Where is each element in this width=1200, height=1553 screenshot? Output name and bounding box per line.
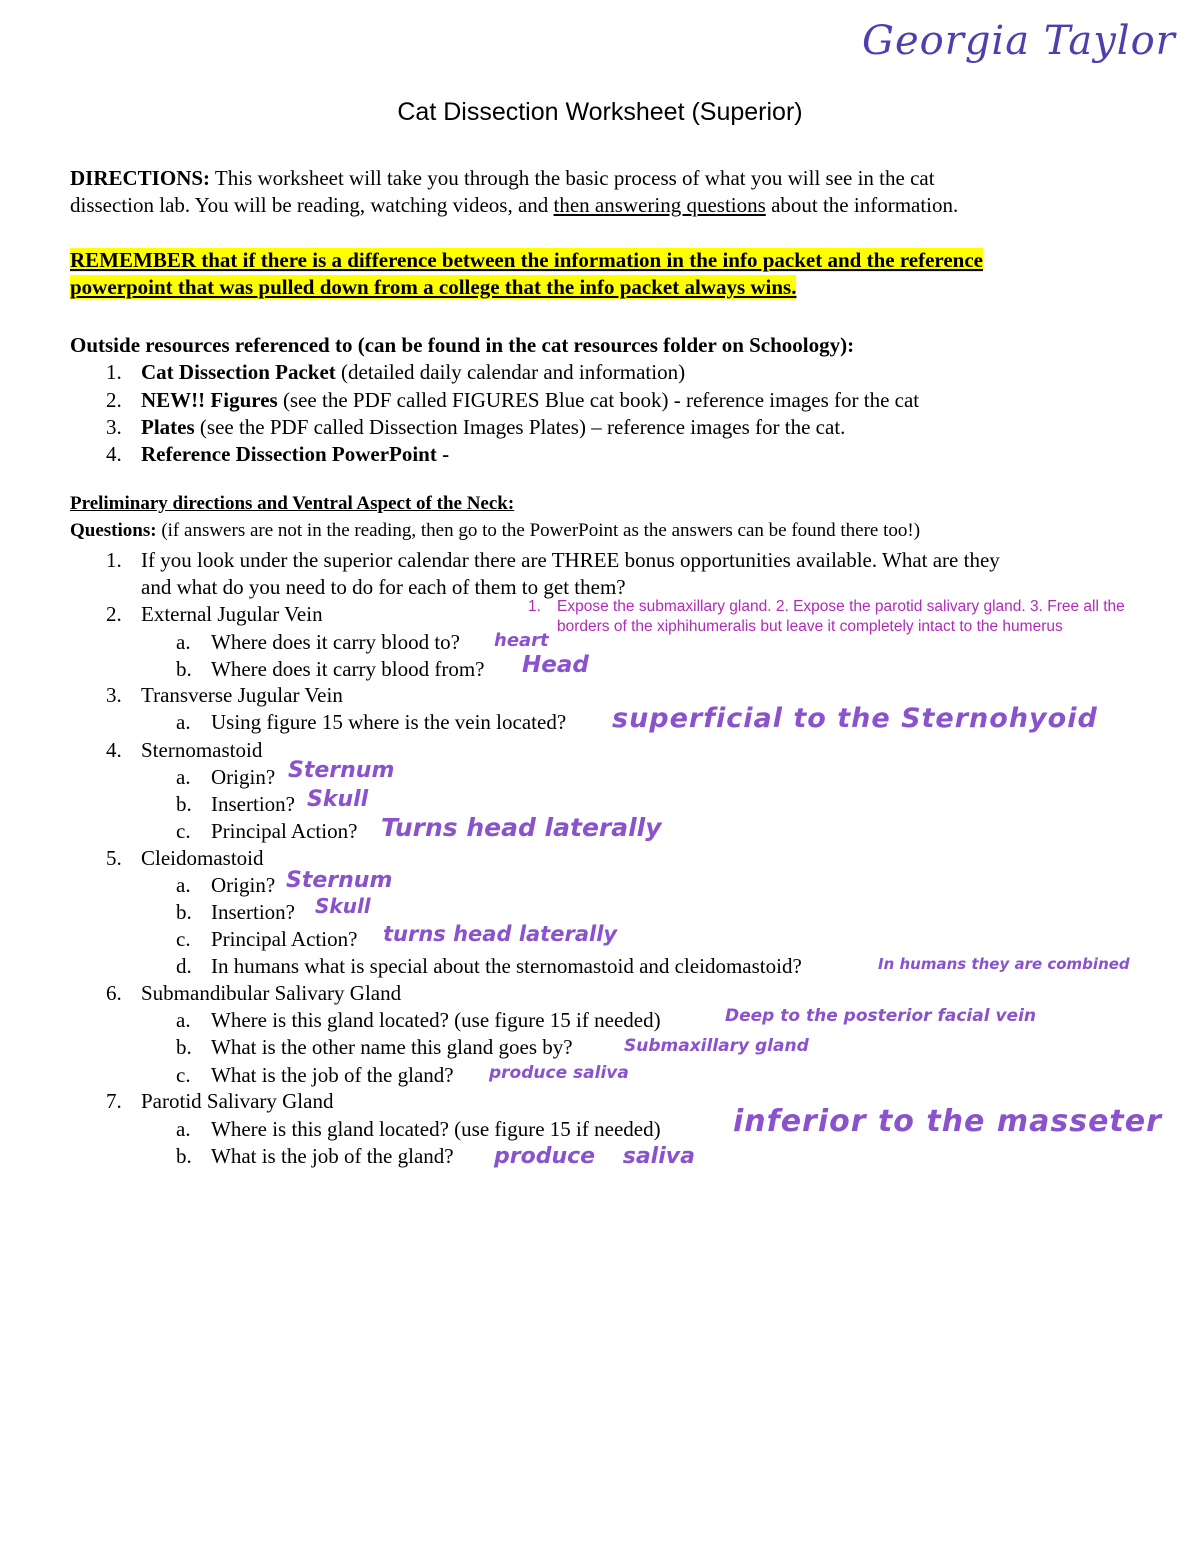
- q5-title: Cleidomastoid: [141, 846, 264, 870]
- q4-num: 4.: [106, 738, 122, 762]
- q6c-text: What is the job of the gland?: [211, 1063, 454, 1087]
- q1-line-1: If you look under the superior calendar there are THREE bonus opportunities available. What are they: [141, 548, 1000, 572]
- q3-title: Transverse Jugular Vein: [141, 683, 343, 707]
- remember-line-2: [70, 275, 796, 300]
- q2b-text: Where does it carry blood from?: [211, 657, 485, 681]
- q1-answer-num: 1.: [528, 598, 541, 615]
- q3-num: 3.: [106, 683, 122, 707]
- q6a-answer: Deep to the posterior facial vein: [725, 1006, 1037, 1026]
- q2-num: 2.: [106, 602, 122, 626]
- signature: Georgia Taylor: [862, 18, 1176, 64]
- q7b-text: What is the job of the gland?: [211, 1144, 454, 1168]
- q7a-answer: inferior to the masseter: [733, 1104, 1162, 1139]
- resource-item-2-rest: (see the PDF called FIGURES Blue cat book) - reference images for the cat: [277, 388, 920, 412]
- resource-item-1: [141, 360, 685, 385]
- q5d-text: In humans what is special about the sternomastoid and cleidomastoid?: [211, 954, 802, 978]
- remember-text-2: powerpoint that was pulled down from a college that the info packet always wins.: [70, 275, 797, 299]
- q4c-answer: Turns head laterally: [381, 813, 662, 842]
- q5-num: 5.: [106, 846, 122, 870]
- q4b-text: Insertion?: [211, 792, 295, 816]
- q6-title: Submandibular Salivary Gland: [141, 981, 402, 1005]
- q4-title: Sternomastoid: [141, 738, 263, 762]
- q4c-letter: c.: [176, 819, 191, 843]
- q5b-text: Insertion?: [211, 900, 295, 924]
- q7-title: Parotid Salivary Gland: [141, 1089, 334, 1113]
- directions-underlined: then answering questions: [553, 193, 766, 217]
- q2a-letter: a.: [176, 630, 191, 654]
- q7a-letter: a.: [176, 1117, 191, 1141]
- directions-text-1: This worksheet will take you through the basic process of what you will see in the cat: [214, 166, 935, 190]
- q1-answer-line-1: Expose the submaxillary gland. 2. Expose the parotid salivary gland. 3. Free all the: [557, 598, 1125, 615]
- q4b-letter: b.: [176, 792, 192, 816]
- resource-num-4: 4.: [106, 442, 122, 466]
- resource-item-4-bold: Reference Dissection PowerPoint -: [141, 442, 450, 466]
- q5a-letter: a.: [176, 873, 191, 897]
- q7a-text: Where is this gland located? (use figure 15 if needed): [211, 1117, 661, 1141]
- q3a-answer: superficial to the Sternohyoid: [612, 703, 1098, 734]
- remember-line-1: [70, 248, 983, 273]
- q4a-answer: Sternum: [288, 758, 395, 783]
- resource-item-2: [141, 388, 919, 413]
- q4c-text: Principal Action?: [211, 819, 358, 843]
- q5b-answer: Skull: [315, 894, 371, 918]
- q5c-answer: turns head laterally: [383, 922, 618, 946]
- q3a-text: Using figure 15 where is the vein located?: [211, 710, 567, 734]
- q2-title: External Jugular Vein: [141, 602, 323, 626]
- resource-item-3: [141, 415, 845, 440]
- q6-num: 6.: [106, 981, 122, 1005]
- q5d-letter: d.: [176, 954, 192, 978]
- q6b-text: What is the other name this gland goes by?: [211, 1035, 573, 1059]
- resources-heading: Outside resources referenced to (can be found in the cat resources folder on Schoology):: [70, 333, 855, 357]
- q6b-letter: b.: [176, 1035, 192, 1059]
- q1-num: 1.: [106, 548, 122, 572]
- q4b-answer: Skull: [307, 787, 369, 812]
- remember-text-1: REMEMBER that if there is a difference between the information in the info packet and the reference: [70, 248, 983, 272]
- questions-intro-text: (if answers are not in the reading, then go to the PowerPoint as the answers can be found there too!): [156, 520, 921, 541]
- directions-text-3: about the information.: [765, 193, 959, 217]
- q7-num: 7.: [106, 1089, 122, 1113]
- q2a-answer: heart: [494, 630, 549, 651]
- resource-item-4: [141, 442, 449, 467]
- q6a-letter: a.: [176, 1008, 191, 1032]
- directions-text-2: dissection lab. You will be reading, watching videos, and: [70, 193, 554, 217]
- q2a-text: Where does it carry blood to?: [211, 630, 460, 654]
- q5c-letter: c.: [176, 927, 191, 951]
- q5a-text: Origin?: [211, 873, 276, 897]
- resource-item-1-bold: Cat Dissection Packet: [141, 360, 336, 384]
- questions-label: Questions:: [70, 520, 157, 541]
- q2b-letter: b.: [176, 657, 192, 681]
- q1-line-2: and what do you need to do for each of them to get them?: [141, 575, 626, 599]
- q6b-answer: Submaxillary gland: [624, 1036, 809, 1056]
- directions-line-2: [70, 193, 958, 218]
- q6a-text: Where is this gland located? (use figure 15 if needed): [211, 1008, 661, 1032]
- q7b-letter: b.: [176, 1144, 192, 1168]
- resource-num-2: 2.: [106, 388, 122, 412]
- section-heading: Preliminary directions and Ventral Aspect of the Neck:: [70, 493, 515, 514]
- q2b-answer: Head: [522, 652, 589, 678]
- resource-item-2-bold: NEW!! Figures: [141, 388, 278, 412]
- questions-intro: [70, 520, 920, 542]
- q5a-answer: Sternum: [286, 868, 393, 893]
- q4a-text: Origin?: [211, 765, 276, 789]
- q7b-answer: produce saliva: [494, 1144, 695, 1169]
- resource-item-1-rest: (detailed daily calendar and information): [335, 360, 686, 384]
- q5d-answer: In humans they are combined: [878, 955, 1130, 973]
- q6c-answer: produce saliva: [489, 1063, 629, 1083]
- directions-line-1: [70, 166, 935, 191]
- q1-answer-line-2: borders of the xiphihumeralis but leave it completely intact to the humerus: [557, 618, 1063, 635]
- q4a-letter: a.: [176, 765, 191, 789]
- directions-label: DIRECTIONS:: [70, 166, 211, 190]
- resource-num-3: 3.: [106, 415, 122, 439]
- resource-item-3-bold: Plates: [141, 415, 195, 439]
- q6c-letter: c.: [176, 1063, 191, 1087]
- q3a-letter: a.: [176, 710, 191, 734]
- page-title: Cat Dissection Worksheet (Superior): [397, 98, 803, 126]
- resource-num-1: 1.: [106, 360, 122, 384]
- q5c-text: Principal Action?: [211, 927, 358, 951]
- resource-item-3-rest: (see the PDF called Dissection Images Plates) – reference images for the cat.: [194, 415, 846, 439]
- q5b-letter: b.: [176, 900, 192, 924]
